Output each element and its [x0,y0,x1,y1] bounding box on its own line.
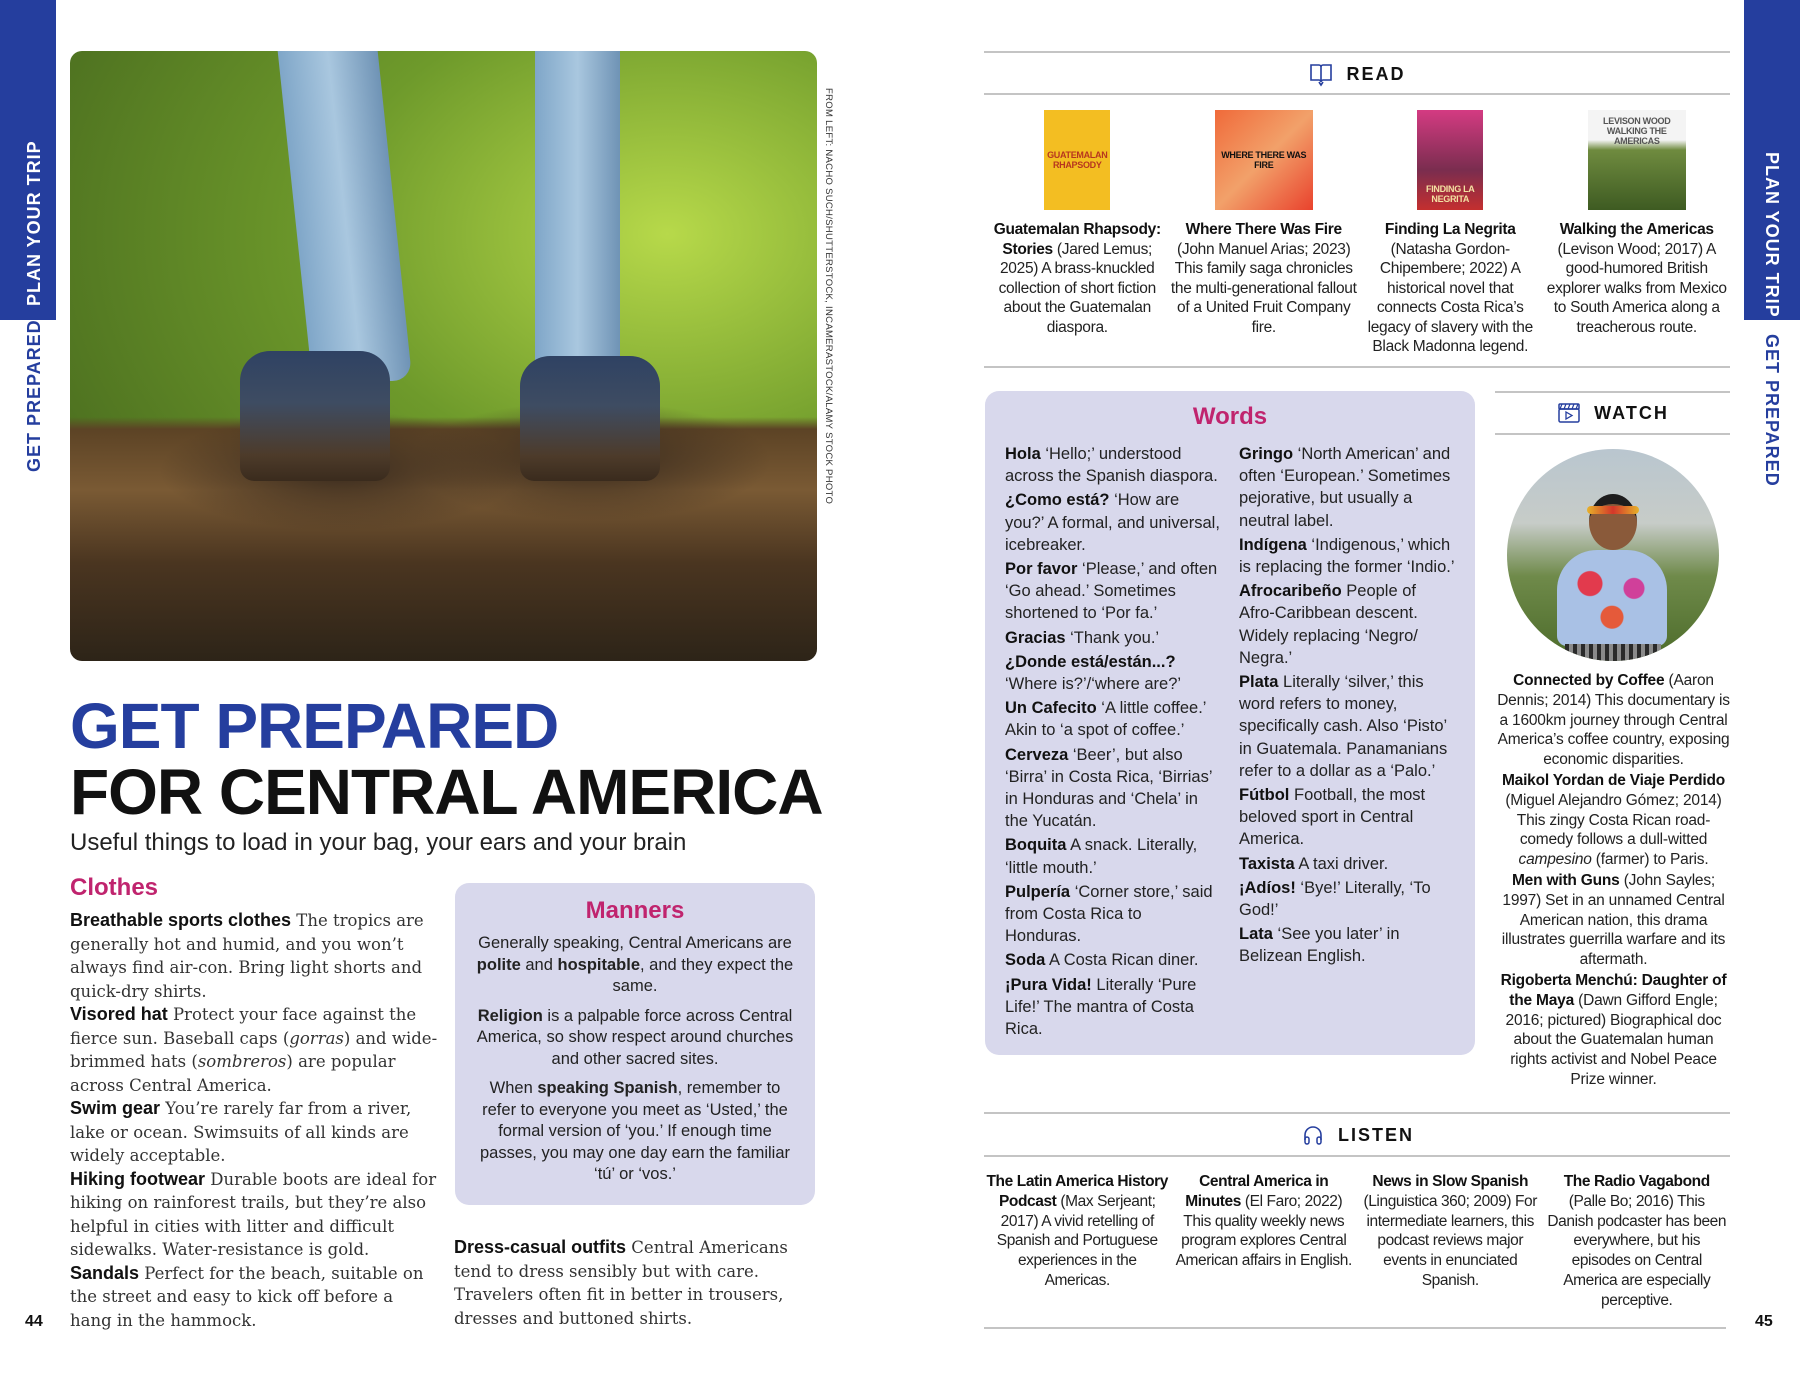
podcast-details: (El Faro; 2022) This quality weekly news program explores Central American affairs in English. [1175,1192,1352,1270]
page-number-right: 45 [1755,1313,1773,1330]
word-term: Lata [1239,925,1273,944]
word-entry [1005,489,1221,556]
book-item [1357,110,1544,357]
podcast-details: (Palle Bo; 2016) This Danish podcaster has been everywhere, but his episodes on Central America are especially perceptive. [1547,1192,1727,1309]
podcast-item [984,1172,1171,1311]
clothes-text: You’re rarely far from a river, lake or ocean. Swimsuits of all kinds are widely acceptable. [70,1099,412,1165]
word-term: ¿Como está? [1005,491,1110,510]
podcast-title: Central America in Minutes [1185,1173,1329,1210]
divider [1495,391,1730,393]
left-tab-chapter-label: GET PREPARED [24,319,44,472]
cover-text: GUATEMALAN RHAPSODY [1047,150,1108,170]
book-title: Where There Was Fire [1185,221,1342,238]
word-term: Pulpería [1005,882,1071,901]
film-title: Rigoberta Menchú: Daughter of the Maya [1500,971,1727,1009]
book-cover [1417,110,1483,210]
divider [984,1327,1726,1329]
word-definition: ‘Where is?’/‘where are?’ [1005,675,1182,694]
open-book-icon [1308,61,1334,87]
podcast-item [1544,1172,1731,1311]
watch-item [1497,971,1730,1090]
film-title: Men with Guns [1511,871,1620,889]
word-term: Taxista [1239,854,1295,873]
watch-header [1495,397,1730,429]
words-column-2 [1239,443,1455,1042]
book-list [984,110,1730,357]
watch-item [1497,871,1730,970]
word-definition: ‘How are you?’ A formal, and universal, icebreaker. [1005,491,1220,554]
clothes-text: Protect your face against the fierce sun. Baseball caps ( [70,1005,417,1048]
word-term: Cerveza [1005,745,1069,764]
podcast-title: The Radio Vagabond [1563,1173,1710,1190]
watch-list [1497,671,1730,1091]
word-term: ¿Donde está/están...? [1005,652,1176,671]
manners-text: and [520,955,558,974]
manners-paragraph [473,933,797,998]
manners-heading: Manners [585,897,685,924]
headphones-icon [1300,1122,1326,1148]
book-title: Finding La Negrita [1384,221,1516,238]
book-details: (Jared Lemus; 2025) A brass-knuckled collection of short fiction about the Guatemalan diaspora. [998,240,1156,336]
clothes-item [70,1097,440,1168]
divider [984,93,1730,95]
page-subtitle: Useful things to load in your bag, your ears and your brain [70,829,687,856]
manners-box [455,883,815,1205]
clothes-term: Breathable sports clothes [70,910,292,930]
clothes-list [70,909,440,1332]
divider [1495,433,1730,435]
word-definition: ‘Please,’ and often ‘Go ahead.’ Sometimes shortened to ‘Por fa.’ [1005,560,1218,623]
manners-text: When [489,1079,538,1097]
word-entry [1005,443,1221,487]
manners-paragraph [473,1078,797,1186]
word-definition: ‘Indigenous,’ which is replacing the former ‘Indio.’ [1239,535,1455,577]
word-entry [1239,853,1455,875]
clothes-text: ) and wide-brimmed hats ( [70,1028,438,1071]
word-definition: ‘Hello;’ understood across the Spanish diaspora. [1005,445,1218,486]
divider [984,366,1730,368]
clothes-emphasis: gorras [289,1028,344,1048]
word-term: Soda [1005,951,1046,970]
watch-heading: WATCH [1594,402,1669,423]
read-heading: READ [1346,63,1406,84]
watch-item [1497,671,1730,770]
book-title: Walking the Americas [1559,221,1714,238]
word-term: Gracias [1005,628,1066,647]
manners-bold: speaking Spanish [537,1079,678,1097]
cover-text: WHERE THERE WAS FIRE [1221,150,1307,170]
book-details: (John Manuel Arias; 2023) This family saga chronicles the multi-generational fallout of a United Fruit Company fire. [1170,240,1357,336]
manners-bold: polite [476,955,521,974]
word-definition: ‘Thank you.’ [1065,628,1160,647]
embroidered-blouse [1557,550,1667,646]
word-definition: ‘Beer’, but also ‘Birra’ in Costa Rica, ‘Birrias’ in Honduras and ‘Chela’ in the Yucatán. [1005,745,1212,831]
clothes-term: Sandals [70,1262,140,1283]
book-details: (Natasha Gordon-Chipembere; 2022) A historical novel that connects Costa Rica’s legacy of slavery with the Black Madonna legend. [1367,240,1533,355]
word-definition: ‘Bye!’ Literally, ‘To God!’ [1239,878,1431,920]
clothes-term: Visored hat [70,1004,168,1024]
podcast-item [1357,1172,1544,1311]
book-cover [1215,110,1313,210]
manners-text: is a palpable force across Central America, so show respect around churches and other sacred sites. [476,1006,794,1068]
clothes-heading: Clothes [70,874,159,901]
film-details: (Miguel Alejandro Gómez; 2014) This zingy Costa Rican road-comedy follows a dull-witted [1505,791,1722,849]
cover-text: FINDING LA NEGRITA [1426,184,1475,204]
podcast-details: (Max Serjeant; 2017) A vivid retelling of Spanish and Portuguese experiences in the Americas. [996,1192,1158,1289]
word-term: Un Cafecito [1005,699,1097,718]
word-term: Plata [1239,673,1279,692]
podcast-details: (Linguistica 360; 2009) For intermediate learners, this podcast reviews major events in enunciated Spanish. [1363,1192,1538,1289]
watch-item [1497,771,1730,870]
word-entry [1239,671,1455,782]
manners-text: , and they expect the same. [612,955,794,995]
film-details: (Aaron Dennis; 2014) This documentary is a 1600km journey through Central America’s coffee country, exposing economic disparities. [1497,672,1730,769]
word-entry [1239,534,1455,578]
page-title-line1: GET PREPARED [70,690,559,762]
jeans-left-leg [278,51,413,381]
word-definition: A taxi driver. [1294,854,1389,873]
right-tab-section-label: PLAN YOUR TRIP [1762,152,1782,318]
word-definition: A snack. Literally, ‘little mouth.’ [1005,836,1198,877]
clothes-item [70,1262,440,1333]
word-entry [1239,443,1455,532]
clothes-text: Central Americans tend to dress sensibly but with care. Travelers often fit in better in trousers, dresses and buttoned shirts. [454,1238,788,1328]
word-entry [1005,697,1221,741]
word-entry [1005,949,1221,971]
word-entry [1005,651,1221,695]
podcast-item [1171,1172,1358,1311]
listen-header [984,1119,1730,1151]
listen-heading: LISTEN [1337,1124,1414,1145]
word-term: ¡Pura Vida! [1005,975,1092,994]
word-entry [1239,877,1455,921]
divider [984,51,1730,53]
left-tab-section-label: PLAN YOUR TRIP [24,140,44,306]
clapperboard-icon [1556,400,1582,426]
clothes-text: Durable boots are ideal for hiking on rainforest trails, but they’re also helpful in cities with litter and difficult sidewalks. Water-resistance is gold. [70,1169,437,1259]
word-definition: A Costa Rican diner. [1045,951,1199,970]
book-details: (Levison Wood; 2017) A good-humored British explorer walks from Mexico to South America along a treacherous route. [1546,240,1727,336]
word-term: Indígena [1239,535,1307,554]
clothes-item-dress [454,1236,804,1330]
headband [1587,506,1639,514]
clothes-item [70,1003,440,1097]
word-definition: ‘Corner store,’ said from Costa Rica to Honduras. [1005,882,1213,946]
word-definition: ‘North American’ and often ‘European.’ Sometimes pejorative, but usually a neutral label. [1239,445,1451,530]
word-definition: People of Afro-Caribbean descent. Widely replacing ‘Negro/ Negra.’ [1239,582,1418,667]
words-column-1 [1005,443,1221,1042]
word-definition: Literally ‘Pure Life!’ The mantra of Costa Rica. [1005,975,1197,1039]
clothes-item [70,1168,440,1262]
right-tab-chapter-label: GET PREPARED [1762,334,1782,487]
word-definition: ‘See you later’ in Belizean English. [1239,925,1400,966]
word-definition: Football, the most beloved sport in Central America. [1239,786,1426,849]
skirt [1565,644,1661,661]
page-number-left: 44 [25,1313,43,1330]
clothes-term: Swim gear [70,1098,161,1118]
word-definition: Literally ‘silver,’ this word refers to money, specifically cash. Also ‘Pisto’ in Guatemala. Panamanians refer to a dollar as a ‘Palo.’ [1239,673,1448,780]
clothes-term: Dress-casual outfits [454,1237,627,1257]
woman-in-traditional-dress [1557,494,1667,661]
book-item [1544,110,1731,357]
divider [984,1112,1730,1114]
word-entry [1005,881,1221,948]
cover-text: LEVISON WOOD WALKING THE AMERICAS [1603,116,1671,146]
book-item [1171,110,1358,357]
film-details: (farmer) to Paris. [1591,851,1709,869]
book-cover [1044,110,1110,210]
manners-text: Generally speaking, Central Americans are [478,934,792,952]
word-entry [1239,923,1455,967]
manners-text: , remember to refer to everyone you meet as ‘Usted,’ the formal version of ‘you.’ If enough time passes, you may one day earn the familiar ‘tú’ or ‘vos.’ [480,1079,790,1183]
words-box [985,391,1475,1055]
head [1589,494,1637,550]
clothes-item [70,909,440,1003]
word-term: Por favor [1005,560,1078,579]
word-term: Gringo [1239,445,1294,463]
muddy-boot-right [520,356,660,481]
photo-credit: FROM LEFT: NACHO SUCH/SHUTTERSTOCK, INCAMERASTOCK/ALAMY STOCK PHOTO [823,88,834,505]
podcast-list [984,1172,1730,1311]
podcast-title: News in Slow Spanish [1372,1173,1529,1190]
word-entry [1239,784,1455,851]
hiking-boots-photo [70,51,817,661]
book-item [984,110,1171,357]
divider [984,1155,1730,1157]
word-entry [1239,580,1455,669]
word-term: Fútbol [1239,786,1290,805]
jeans-right-leg [535,51,620,381]
manners-paragraph [473,1006,797,1071]
manners-bold: hospitable [557,955,640,974]
book-cover [1588,110,1686,210]
clothes-term: Hiking footwear [70,1168,206,1189]
word-entry [1005,744,1221,833]
word-entry [1005,627,1221,649]
word-term: ¡Adíos! [1239,878,1296,897]
muddy-boot-left [240,351,390,481]
film-title: Connected by Coffee [1513,672,1665,689]
clothes-text: ) are popular across Central America. [70,1052,396,1095]
words-heading: Words [1192,403,1268,430]
film-emphasis: campesino [1518,851,1592,869]
manners-bold: Religion [477,1006,543,1025]
page-title-line2: FOR CENTRAL AMERICA [70,756,823,828]
word-definition: ‘A little coffee.’ Akin to ‘a spot of coffee.’ [1005,699,1206,740]
word-term: Afrocaribeño [1239,582,1342,601]
clothes-text: The tropics are generally hot and humid, and you won’t always find air-con. Bring light shorts and quick-dry shirts. [70,911,424,1001]
film-title: Maikol Yordan de Viaje Perdido [1501,771,1726,789]
word-term: Boquita [1005,836,1067,855]
word-entry [1005,558,1221,625]
podcast-title: The Latin America History Podcast [986,1173,1168,1210]
film-details: (Dawn Gifford Engle; 2016; pictured) Biographical doc about the Guatemalan human rights activist and Nobel Peace Prize winner. [1505,991,1722,1088]
clothes-text: Perfect for the beach, suitable on the street and easy to kick off before a hang in the hammock. [70,1263,424,1330]
read-header [984,58,1730,90]
film-details: (John Sayles; 1997) Set in an unnamed Central American nation, this drama illustrates guerrilla warfare and its aftermath. [1501,871,1726,969]
clothes-emphasis: sombreros [197,1052,287,1071]
rigoberta-menchu-photo [1507,449,1719,661]
word-entry [1005,834,1221,878]
word-entry [1005,974,1221,1041]
book-title: Guatemalan Rhapsody: Stories [993,221,1161,258]
word-term: Hola [1005,445,1041,463]
